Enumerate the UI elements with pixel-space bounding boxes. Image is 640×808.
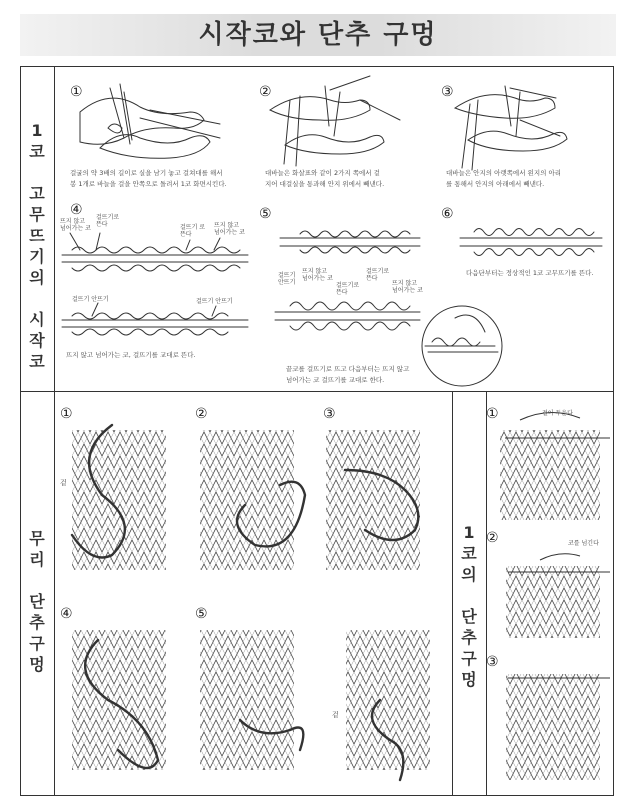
step-number: ① [486, 406, 499, 422]
step6-caption: 다음단부터는 정상적인 1코 고무뜨기를 뜬다. [466, 269, 594, 277]
step-number: ⑥ [441, 206, 454, 222]
step2-caption: 대바늘은 화살표와 같이 2가지 쪽에서 겉 지어 대걸실을 통과해 안지 위에서 빼낸다. [265, 169, 385, 188]
step-number: ③ [323, 406, 336, 422]
step-number: ⑤ [259, 206, 272, 222]
annotation-label: 걸뜨기로 뜬다 [96, 214, 120, 228]
annotation-label: 걸어 두운다 [542, 410, 573, 417]
swatches-no-work [72, 430, 430, 770]
step-number: ② [486, 530, 499, 546]
side-label: 겉 [60, 479, 67, 487]
step-number: ② [259, 84, 272, 100]
annotation-label: 걸뜨기로 뜬다 [366, 268, 390, 282]
swatches-one-stitch [500, 430, 600, 780]
annotation-label: 걸뜨기 로 뜬다 [180, 224, 206, 238]
step-number: ③ [486, 654, 499, 670]
step-number: ② [195, 406, 208, 422]
step2-hands-illustration [270, 76, 400, 166]
annotation-label: 걸뜨기로 뜬다 [336, 282, 360, 296]
step-number: ③ [441, 84, 454, 100]
step-number: ⑤ [195, 606, 208, 622]
step-number: ④ [70, 202, 83, 218]
section-label-one-stitch-buttonhole: 1 코 의 단 추 구 멍 [461, 523, 477, 689]
step4-caption: 뜨지 않고 넘어가는 코, 걸뜨기를 교대로 뜬다. [66, 351, 196, 359]
annotation-label: 뜨지 않고 넘어가는 코 [214, 222, 245, 236]
step5-cast-on-row [275, 231, 502, 386]
step-number: ④ [60, 606, 73, 622]
section-label-no-work-buttonhole: 무 리 단 추 구 멍 [29, 529, 45, 674]
step4-cast-on-row [62, 233, 248, 335]
annotation-label: 뜨지 않고 넘어가는 코 [302, 268, 333, 282]
step1-hands-illustration [80, 84, 220, 158]
side-label: 겉 [332, 711, 339, 719]
step-number: ① [70, 84, 83, 100]
annotation-label: 걸뜨기 안뜨기 [72, 296, 109, 303]
annotation-label: 걸뜨기 안뜨기 [196, 298, 233, 305]
annotation-label: 뜨지 않고 넘어가는 코 [60, 218, 91, 232]
step1-caption: 걸굴의 약 3배의 길이로 실을 남기 놓고 걸쳐대를 해서 봉 1개로 바늘을 걸을 안쪽으로 돌려서 1코 화면시킨다. [70, 169, 227, 188]
section-label-cast-on: 1 코 고 무 뜨 기 의 시 작 코 [29, 121, 45, 371]
annotation-label: 걸뜨기 안뜨기 [278, 272, 296, 286]
step6-rib-row [460, 229, 602, 256]
page-title: 시작코와 단추 구멍 [198, 20, 438, 50]
step3-hands-illustration [455, 86, 567, 170]
step-number: ① [60, 406, 73, 422]
step3-caption: 대바늘은 안지의 아랫쪽에서 왼지의 아리 를 통해서 안지의 아래에서 빼낸다. [446, 169, 562, 188]
annotation-label: 뜨지 않고 넘어가는 코 [392, 280, 423, 294]
annotation-label: 코를 넘긴다 [568, 540, 599, 547]
step5-caption: 끝코를 걸뜨기로 뜨고 다음부터는 뜨지 않고 넘어가는 코 걸뜨기를 교대로 한다. [286, 365, 410, 384]
